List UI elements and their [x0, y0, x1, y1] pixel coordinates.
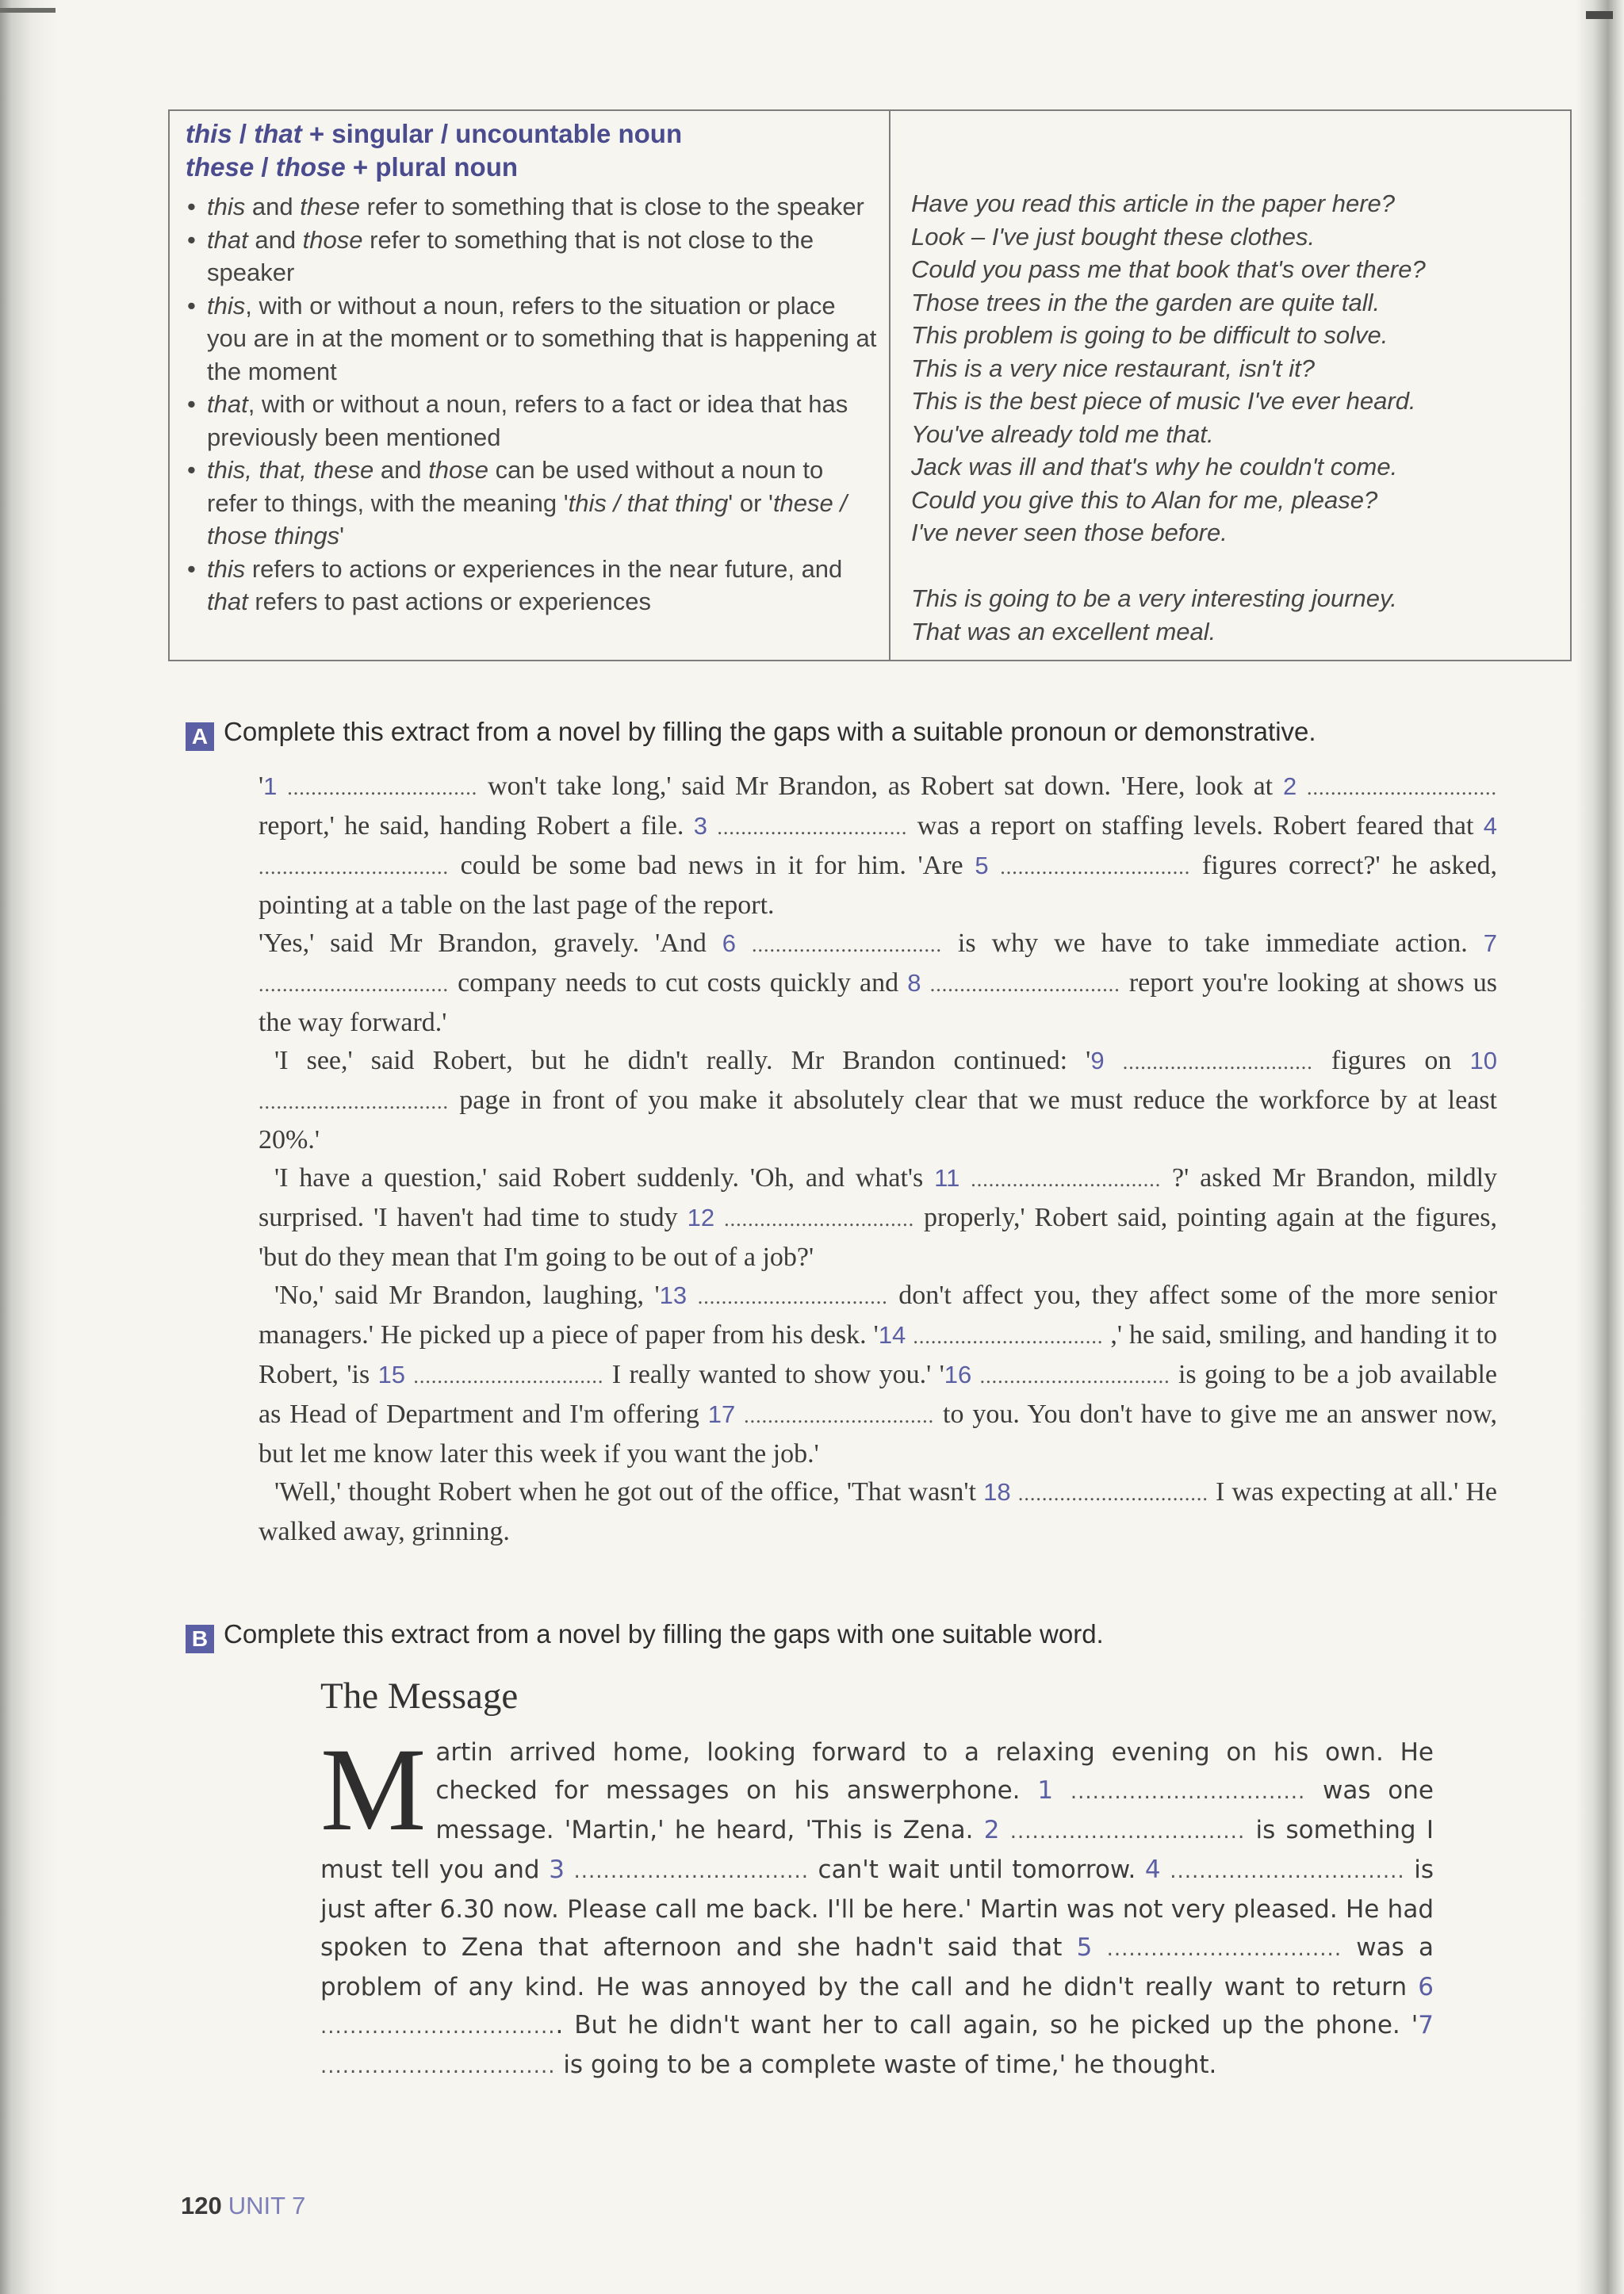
- grammar-example: You've already told me that.: [911, 419, 1214, 448]
- story-title: The Message: [320, 1676, 519, 1717]
- grammar-example: This problem is going to be difficult to solve.: [911, 321, 1388, 349]
- gap-number: 11: [934, 1164, 960, 1192]
- book-spine-shadow: [0, 0, 57, 2294]
- gap-number: 16: [944, 1361, 972, 1388]
- gap-number: 13: [659, 1281, 688, 1309]
- table-divider: [889, 111, 891, 660]
- answer-gap[interactable]: ................................: [717, 816, 908, 839]
- answer-gap[interactable]: ................................: [697, 1285, 888, 1308]
- gap-number: 6: [1418, 1973, 1434, 2001]
- gap-number: 10: [1469, 1047, 1498, 1074]
- grammar-example: This is going to be a very interesting journey.: [911, 584, 1397, 612]
- grammar-rule: • this, with or without a noun, refers to the situation or place you are in at the moment or to something that is happening at the moment: [186, 289, 879, 389]
- exercise-a-paragraph: '1 ................................ won't take long,' said Mr Brandon, as Robert sat down. 'Here, look at 2 ................................ report,' he said, handing Robert a file. 3 ................................ was a report on staffing levels. Robert feared that 4 ................................ could be some bad news in it for him. 'Are 5 ................................ figures correct?' he asked, pointing at a table on the last page of the report.: [259, 772, 1498, 920]
- answer-gap[interactable]: ................................: [929, 973, 1120, 996]
- answer-gap[interactable]: ................................: [971, 1168, 1162, 1191]
- grammar-examples-column: [911, 187, 1561, 648]
- answer-gap[interactable]: ................................: [259, 1090, 449, 1113]
- gap-number: 9: [1090, 1047, 1105, 1074]
- exercise-a-instruction: Complete this extract from a novel by filling the gaps with a suitable pronoun or demonstrative.: [224, 717, 1316, 746]
- exercise-b-instruction: Complete this extract from a novel by filling the gaps with one suitable word.: [224, 1619, 1104, 1649]
- answer-gap[interactable]: ................................: [979, 1365, 1170, 1388]
- gap-number: 12: [687, 1204, 715, 1231]
- drop-cap: M: [320, 1724, 427, 1855]
- answer-gap[interactable]: ................................: [1070, 1780, 1306, 1804]
- grammar-heading-plural: these / those + plural noun: [186, 152, 519, 182]
- exercise-a-paragraph: 'I see,' said Robert, but he didn't really. Mr Brandon continued: '9 ................................ figures on 10 ................................ page in front of you make it absolutely clear that we must reduce the workforce by at least 20%.': [259, 1046, 1498, 1155]
- grammar-heading-singular: this / that + singular / uncountable noun: [186, 119, 683, 148]
- gap-number: 8: [907, 969, 921, 997]
- page-footer: [181, 2192, 305, 2220]
- answer-gap[interactable]: ................................: [287, 776, 478, 799]
- grammar-examples-list: [911, 187, 1561, 648]
- page-edge-shadow: [1576, 0, 1624, 2294]
- gap-number: 1: [263, 772, 278, 800]
- grammar-example: That was an excellent meal.: [911, 617, 1216, 645]
- gap-number: 4: [1144, 1855, 1161, 1884]
- grammar-example: Could you pass me that book that's over there?: [911, 255, 1426, 283]
- answer-gap[interactable]: ................................: [320, 2055, 556, 2078]
- gap-number: 7: [1483, 929, 1498, 957]
- grammar-example: This is the best piece of music I've ever heard.: [911, 387, 1416, 415]
- exercise-a-paragraph: 'I have a question,' said Robert suddenly. 'Oh, and what's 11 ................................ ?' asked Mr Brandon, mildly surprised. 'I haven't had time to study 12 ................................ properly,' Robert said, pointing again at the figures, 'but do they mean that I'm going to be out of a job?': [259, 1163, 1498, 1272]
- gap-number: 5: [1076, 1933, 1093, 1962]
- gap-number: 2: [983, 1816, 1000, 1844]
- grammar-rule: • this, that, these and those can be used without a noun to refer to things, with the meaning 'this / that thing' or 'these / those things': [186, 454, 879, 553]
- page-number: 120: [181, 2192, 222, 2219]
- answer-gap[interactable]: ................................: [1017, 1482, 1208, 1505]
- exercise-b-heading: [186, 1619, 1104, 1653]
- answer-gap[interactable]: ................................: [1170, 1859, 1405, 1883]
- answer-gap[interactable]: ................................: [1009, 1820, 1246, 1844]
- grammar-example: Could you give this to Alan for me, please?: [911, 485, 1378, 514]
- exercise-b-badge: B: [186, 1625, 214, 1653]
- grammar-example: Those trees in the the garden are quite tall.: [911, 288, 1381, 316]
- gap-number: 15: [377, 1361, 406, 1388]
- scan-corner-mark: [0, 8, 56, 13]
- unit-label: UNIT 7: [228, 2192, 306, 2219]
- gap-number: 3: [693, 812, 708, 840]
- gap-number: 4: [1483, 812, 1498, 840]
- grammar-rule: • this refers to actions or experiences in the near future, and that refers to past actions or experiences: [186, 553, 879, 618]
- answer-gap[interactable]: ................................: [1000, 856, 1191, 879]
- answer-gap[interactable]: ................................: [913, 1325, 1104, 1348]
- gap-number: 6: [722, 929, 737, 957]
- gap-number: 1: [1037, 1776, 1054, 1805]
- exercise-a-paragraph: 'Well,' thought Robert when he got out of the office, 'That wasn't 18 ................................ I was expecting at all.' He walked away, grinning.: [259, 1477, 1498, 1546]
- answer-gap[interactable]: ................................: [1307, 776, 1498, 799]
- scan-edge-mark: [1586, 11, 1613, 19]
- grammar-example: I've never seen those before.: [911, 519, 1228, 546]
- gap-number: 2: [1282, 772, 1297, 800]
- answer-gap[interactable]: ................................: [724, 1208, 915, 1231]
- grammar-example: This is a very nice restaurant, isn't it?: [911, 354, 1316, 382]
- story-text: Martin arrived home, looking forward to a relaxing evening on his own. He checked for messages on his answerphone. 1 ................................ was one message. 'Martin,' he heard, 'This is Zena. 2 ................................ is something I must tell you and 3 ................................ can't wait until tomorrow. 4 ................................ is just after 6.30 now. Please call me back. I'll be here.' Martin was not very pleased. He had spoken to Zena that afternoon and she hadn't said that 5 ................................ was a problem of any kind. He was annoyed by the call and he didn't really want to return 6 ................................. But he didn't want her to call again, so he picked up the phone. '7 ................................ is going to be a complete waste of time,' he thought.: [320, 1724, 1434, 2079]
- grammar-rule: • this and these refer to something that is close to the speaker: [186, 190, 879, 224]
- answer-gap[interactable]: ................................: [259, 856, 449, 879]
- grammar-example: Have you read this article in the paper here?: [911, 190, 1396, 217]
- grammar-example: Look – I've just bought these clothes.: [911, 222, 1316, 251]
- exercise-a-heading: [186, 717, 1316, 751]
- answer-gap[interactable]: ................................: [751, 933, 942, 956]
- exercise-a-paragraph: 'No,' said Mr Brandon, laughing, '13 ................................ don't affect you, they affect some of the more senior managers.' He picked up a piece of paper from his desk. '14 ................................ ,' he said, smiling, and handing it to Robert, 'is 15 ................................ I really wanted to show you.' '16 ................................ is going to be a job available as Head of Department and I'm offering 17 ................................ to you. You don't have to give me an answer now, but let me know later this week if you want the job.': [259, 1281, 1498, 1469]
- grammar-rule: • that, with or without a noun, refers to a fact or idea that has previously been mentioned: [186, 388, 879, 454]
- answer-gap[interactable]: ................................: [259, 973, 449, 996]
- answer-gap[interactable]: ................................: [744, 1404, 935, 1427]
- grammar-rules-list: [186, 190, 879, 618]
- answer-gap[interactable]: ................................: [1106, 1937, 1342, 1961]
- grammar-rules-column: [186, 117, 879, 618]
- exercise-a-text: [259, 768, 1497, 1551]
- exercise-a-badge: A: [186, 722, 214, 751]
- gap-number: 17: [707, 1400, 736, 1428]
- answer-gap[interactable]: ................................: [413, 1365, 604, 1388]
- grammar-table: [168, 109, 1572, 661]
- gap-number: 7: [1418, 2011, 1434, 2039]
- gap-number: 3: [549, 1855, 565, 1884]
- exercise-a-paragraph: 'Yes,' said Mr Brandon, gravely. 'And 6 ................................ is why we have to take immediate action. 7 ................................ company needs to cut costs quickly and 8 ................................ report you're looking at shows us the way forward.': [259, 929, 1498, 1037]
- grammar-rule: • that and those refer to something that is not close to the speaker: [186, 224, 879, 289]
- answer-gap[interactable]: ................................: [320, 2015, 556, 2039]
- grammar-example: Jack was ill and that's why he couldn't come.: [911, 453, 1398, 481]
- gap-number: 14: [878, 1321, 906, 1349]
- gap-number: 18: [983, 1478, 1011, 1506]
- gap-number: 5: [975, 852, 989, 879]
- answer-gap[interactable]: ................................: [573, 1859, 809, 1883]
- answer-gap[interactable]: ................................: [1122, 1051, 1313, 1074]
